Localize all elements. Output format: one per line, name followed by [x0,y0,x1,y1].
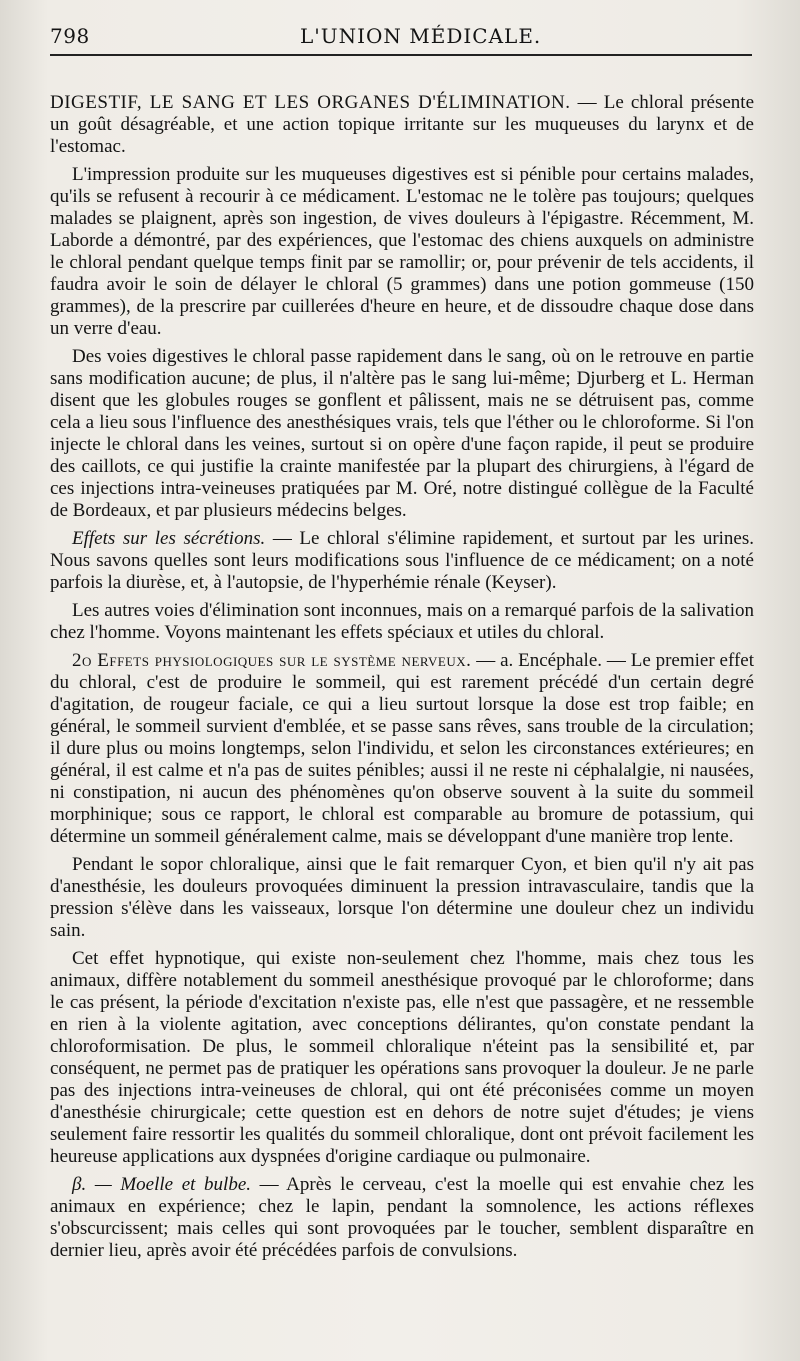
paragraph-text: — Le chloral présente un goût désagréable, et une action topique irritante sur les muqueuses du larynx et de l'estomac. [50,92,755,157]
paragraph-stomach-impression [50,164,754,340]
section-lead: β. — Moelle et bulbe. [72,1174,251,1195]
paragraph-hypnotic-effect [50,948,754,1168]
paragraph-text: Pendant le sopor chloralique, ainsi que le fait remarquer Cyon, et bien qu'il n'y ait pas d'anesthésie, les douleurs provoquées diminuent la pression intravasculaire, tandis que la pression s'élève dans les vaisseaux, lorsque l'on détermine une douleur chez un individu sain. [50,854,754,941]
paragraph-blood [50,346,754,522]
journal-title: L'UNION MÉDICALE. [300,24,542,48]
paragraph-text: — Après le cerveau, c'est la moelle qui est envahie chez les animaux en expérience; chez le lapin, pendant la somnolence, les actions réflexes s'obscurcissent; mais celles qui sont provoquées par le toucher, semblent disparaître en dernier lieu, après avoir été précédées parfois de convulsions. [50,1174,754,1261]
paragraph-text: — Le chloral s'élimine rapidement, et surtout par les urines. Nous savons quelles sont leurs modifications sous l'influence de ce médicament; on a noté parfois la diurèse, et, à l'autopsie, de l'hyperhémie rénale (Keyser). [50,528,755,593]
paragraph-nervous-system [50,650,754,848]
running-header [50,18,752,56]
paragraph-text: Cet effet hypnotique, qui existe non-seulement chez l'homme, mais chez tous les animaux, diffère notablement du sommeil anesthésique provoqué par le chloroforme; dans le cas présent, la période d'excitation n'existe pas, elle n'est que passagère, et ne ressemble en rien à la violente agitation, avec conceptions délirantes, qu'on constate pendant la chloroformisation. De plus, le sommeil chloralique n'éteint pas la sensibilité et, par conséquent, ne permet pas de pratiquer les opérations sans provoquer la douleur. Je ne parle pas des injections intra-veineuses de chloral, qui ont été préconisées comme un moyen d'anesthésie chirurgicale; cette question est en dehors de notre sujet d'études; je viens seulement faire ressortir les qualités du sommeil chloralique, dont ont prévoit facilement les heureuse applications aux dyspnées d'origine cardiaque ou pulmonaire. [50,948,754,1167]
paragraph-elimination-routes [50,600,754,644]
paragraph-secretions [50,528,754,594]
section-lead: DIGESTIF, LE SANG ET LES ORGANES D'ÉLIMINATION. [50,92,571,113]
paragraph-text: L'impression produite sur les muqueuses digestives est si pénible pour certains malades, qu'ils se refusent à recourir à ce médicament. L'estomac ne le tolère pas toujours; quelques malades se plaignent, après son ingestion, de vives douleurs à l'épigastre. Récemment, M. Laborde a démontré, par des expériences, que l'estomac des chiens auxquels on administre le chloral pendant quelque temps finit par se ramollir; or, pour prévenir de tels accidents, il faudra avoir le soin de délayer le chloral (5 grammes) dans une potion gommeuse (150 grammes), de la prescrire par cuillerées d'heure en heure, et de dissoudre chaque dose dans un verre d'eau. [50,164,754,339]
page-number: 798 [50,24,90,48]
paragraph-text: Les autres voies d'élimination sont inconnues, mais on a remarqué parfois de la salivation chez l'homme. Voyons maintenant les effets spéciaux et utiles du chloral. [50,600,754,643]
section-lead: Effets sur les sécrétions. [72,528,266,549]
article-body [50,92,760,1262]
paragraph-text: Des voies digestives le chloral passe rapidement dans le sang, où on le retrouve en partie sans modification aucune; de plus, il n'altère pas le sang lui-même; Djurberg et L. Herman disent que les globules rouges se gonflent et pâlissent, mais ne se détruisent pas, comme cela a lieu sous l'influence des anesthésiques vrais, tels que l'éther ou le chloroforme. Si l'on injecte le chloral dans les veines, surtout si on opère d'une façon rapide, il peut se produire des caillots, ce qui justifie la crainte manifestée par la plupart des chirurgiens, à l'égard de ces injections intra-veineuses pratiquées par M. Oré, notre distingué collègue de la Faculté de Bordeaux, et par plusieurs médecins belges. [50,346,754,521]
paragraph-digestive-elimination [50,92,754,158]
paragraph-spinal-cord [50,1174,754,1262]
section-lead: 2o Effets physiologiques sur le système nerveux. [72,650,472,671]
paragraph-sopor [50,854,754,942]
paragraph-text: — a. Encéphale. — Le premier effet du chloral, c'est de produire le sommeil, qui est rarement précédé d'un certain degré d'agitation, de rougeur faciale, ce qui a lieu surtout lorsque la dose est trop faible; en général, le sommeil survient d'emblée, et se passe sans rêves, sans trouble de la circulation; il dure plus ou moins longtemps, selon l'individu, et selon les circonstances extérieures; en général, il est calme et n'a pas de suites pénibles; aussi il ne reste ni céphalalgie, ni nausées, ni constipation, ni aucun des phénomènes qu'on observe souvent à la suite du sommeil morphinique; sous ce rapport, le chloral est comparable au bromure de potassium, qui détermine un sommeil généralement calme, mais se développant d'une manière trop lente. [50,650,754,847]
